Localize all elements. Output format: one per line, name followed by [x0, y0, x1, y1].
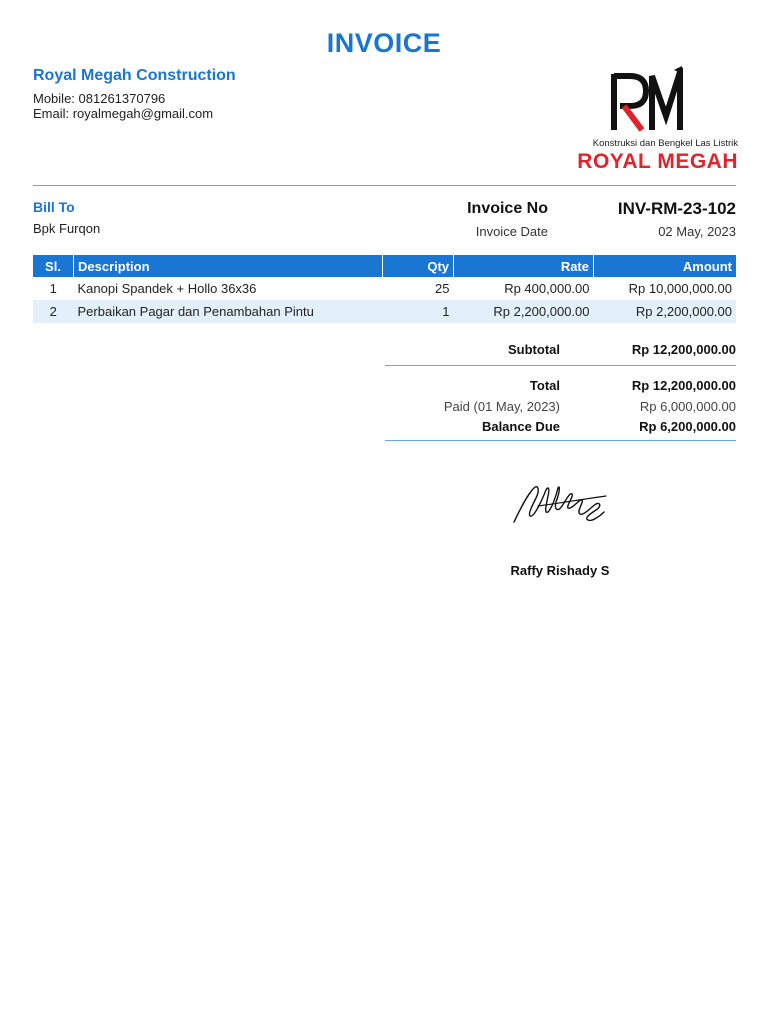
row-rate: Rp 2,200,000.00 — [454, 300, 594, 323]
header-amount: Amount — [594, 255, 737, 277]
row-sl: 1 — [49, 281, 57, 296]
subtotal-divider — [385, 365, 736, 366]
row-amount: Rp 10,000,000.00 — [628, 281, 732, 296]
row-description: Kanopi Spandek + Hollo 36x36 — [77, 281, 257, 296]
header-sl: Sl. — [33, 255, 74, 277]
company-name: Royal Megah Construction — [33, 67, 236, 84]
invoice-title: INVOICE — [326, 28, 442, 58]
row-amount: Rp 2,200,000.00 — [594, 300, 737, 323]
company-email: Email: royalmegah@gmail.com — [33, 106, 214, 121]
totals-divider — [385, 440, 736, 441]
paid-value: Rp 6,000,000.00 — [639, 399, 736, 414]
bill-to-label: Bill To — [33, 199, 75, 215]
bill-to-name: Bpk Furqon — [33, 221, 101, 236]
invoice-number-value: INV-RM-23-102 — [617, 199, 736, 218]
subtotal-value: Rp 12,200,000.00 — [631, 342, 736, 357]
total-label: Total — [529, 378, 560, 393]
company-mobile: Mobile: 081261370796 — [33, 91, 166, 106]
invoice-number-label: Invoice No — [467, 200, 548, 217]
handwritten-signature — [508, 476, 612, 528]
invoice-date-label: Invoice Date — [475, 224, 548, 239]
paid-label: Paid (01 May, 2023) — [443, 399, 560, 414]
company-logo — [556, 64, 738, 174]
row-qty: 25 — [435, 281, 450, 296]
balance-due-value: Rp 6,200,000.00 — [639, 419, 736, 434]
table-header-row — [33, 255, 736, 277]
balance-due-label: Balance Due — [481, 419, 560, 434]
logo-tagline: Konstruksi dan Bengkel Las Listrik — [592, 138, 738, 149]
company-info — [33, 67, 236, 121]
line-items-table — [33, 255, 736, 323]
invoice-date-value: 02 May, 2023 — [658, 224, 736, 239]
header-divider — [33, 185, 736, 186]
table-row — [33, 277, 736, 300]
header-description: Description — [74, 255, 383, 277]
row-sl: 2 — [33, 300, 74, 323]
header-qty: Qty — [383, 255, 454, 277]
logo-brand-name: ROYAL MEGAH — [577, 150, 738, 173]
rm-monogram-icon — [556, 64, 738, 134]
subtotal-label: Subtotal — [508, 342, 560, 357]
row-qty: 1 — [383, 300, 454, 323]
signer-name: Raffy Rishady S — [510, 563, 610, 578]
row-description: Perbaikan Pagar dan Penambahan Pintu — [74, 300, 383, 323]
table-row — [33, 300, 736, 323]
header-rate: Rate — [454, 255, 594, 277]
total-value: Rp 12,200,000.00 — [631, 378, 736, 393]
row-rate: Rp 400,000.00 — [504, 281, 590, 296]
